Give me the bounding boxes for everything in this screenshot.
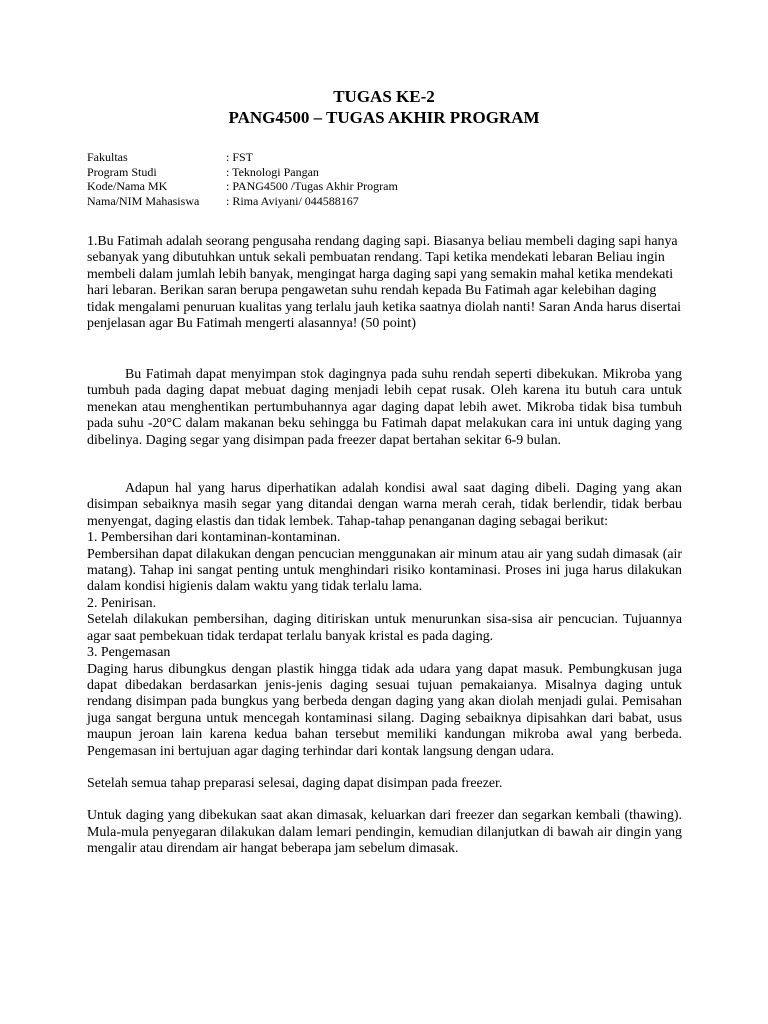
question-paragraph: 1.Bu Fatimah adalah seorang pengusaha rendang daging sapi. Biasanya beliau membeli daging sapi hanya sebanyak yang dibutuhkan untuk sekali pembuatan rendang. Tapi ketika mendekati lebaran Beliau ingin membeli dalam jumlah lebih banyak, mengingat harga daging sapi yang semakin mahal ketika mendekati hari lebaran. Berikan saran berupa pengawetan suhu rendah kepada Bu Fatimah agar kelebihan daging tidak mengalami penuruan kualitas yang terlalu jauh ketika saatnya diolah nanti! Saran Anda harus disertai penjelasan agar Bu Fatimah mengerti alasannya! (50 point) (87, 234, 682, 332)
step-1-text: Pembersihan dapat dilakukan dengan pencucian menggunakan air minum atau air yang sudah dimasak (air matang). Tahap ini sangat penting untuk menghindari risiko kontaminasi. Proses ini juga harus dilakukan dalam kondisi higienis dalam waktu yang tidak terlalu lama. (87, 546, 682, 595)
question-text (87, 234, 682, 332)
paragraph-spacer (87, 760, 682, 776)
info-row-student (87, 194, 398, 209)
answer-section (87, 367, 682, 858)
document-title: TUGAS KE-2 (333, 87, 435, 106)
info-label: Fakultas (87, 150, 128, 164)
paragraph-spacer (87, 449, 682, 481)
info-value: : PANG4500 /Tugas Akhir Program (226, 179, 398, 193)
info-label: Program Studi (87, 164, 157, 179)
answer-paragraph-2: Adapun hal yang harus diperhatikan adalah kondisi awal saat daging dibeli. Daging yang akan disimpan sebaiknya masih segar yang ditandai dengan warna merah cerah, tidak berlendir, tidak berbau menyengat, daging elastis dan tidak lembek. Tahap-tahap penanganan daging sebagai berikut: (87, 481, 682, 529)
answer-paragraph-3: Setelah semua tahap preparasi selesai, daging dapat disimpan pada freezer. (87, 775, 503, 791)
course-title: PANG4500 – TUGAS AKHIR PROGRAM (228, 108, 540, 127)
info-row-program (87, 165, 398, 180)
step-1-title: 1. Pembersihan dari kontaminan-kontaminan. (87, 530, 341, 546)
info-label: Nama/NIM Mahasiswa (87, 193, 200, 208)
info-value: : FST (226, 150, 254, 164)
step-2-text: Setelah dilakukan pembersihan, daging ditiriskan untuk menurunkan sisa-sisa air pencucian. Tujuannya agar saat pembekuan tidak terdapat terlalu banyak kristal es pada daging. (87, 612, 682, 644)
step-3-title: 3. Pengemasan (87, 645, 171, 661)
paragraph-spacer (87, 792, 682, 808)
step-2-title: 2. Penirisan. (87, 595, 157, 611)
step-3-text: Daging harus dibungkus dengan plastik hingga tidak ada udara yang dapat masuk. Pembungkusan juga dapat dibedakan berdasarkan jenis-jenis daging sesuai tujuan pemakaianya. Misalnya daging untuk rendang disimpan pada bungkus yang berbeda dengan daging yang akan diolah menjadi gulai. Pemisahan juga sangat berguna untuk mencegah kontaminasi silang. Daging sebaiknya dipisahkan dari babat, usus maupun jeroan lain karena kedua bahan tersebut memiliki kandungan mikroba awal yang berbeda. Pengemasan ini bertujuan agar daging terhindar dari kontak langsung dengan udara. (87, 661, 682, 759)
info-row-course (87, 179, 398, 194)
info-row-faculty (87, 150, 398, 165)
info-value: : Teknologi Pangan (226, 164, 319, 179)
student-info-block (87, 150, 398, 208)
answer-paragraph-4: Untuk daging yang dibekukan saat akan dimasak, keluarkan dari freezer dan segarkan kembali (thawing). Mula-mula penyegaran dilakukan dalam lemari pendingin, kemudian dilanjutkan di bawah air dingin yang mengalir atau direndam air hangat beberapa jam sebelum dimasak. (87, 808, 682, 857)
info-value: : Rima Aviyani/ 044588167 (226, 193, 359, 208)
answer-paragraph-1: Bu Fatimah dapat menyimpan stok dagingnya pada suhu rendah seperti dibekukan. Mikroba yang tumbuh pada daging dapat mebuat daging menjadi lebih cepat rusak. Oleh karena itu butuh cara untuk menekan atau menghentikan pertumbuhannya agar daging dapat lebih awet. Mikroba tidak bisa tumbuh pada suhu -20°C dalam makanan beku sehingga bu Fatimah dapat melakukan cara ini untuk daging yang dibelinya. Daging segar yang disimpan pada freezer dapat bertahan sekitar 6-9 bulan. (87, 367, 682, 448)
info-label: Kode/Nama MK (87, 179, 168, 193)
